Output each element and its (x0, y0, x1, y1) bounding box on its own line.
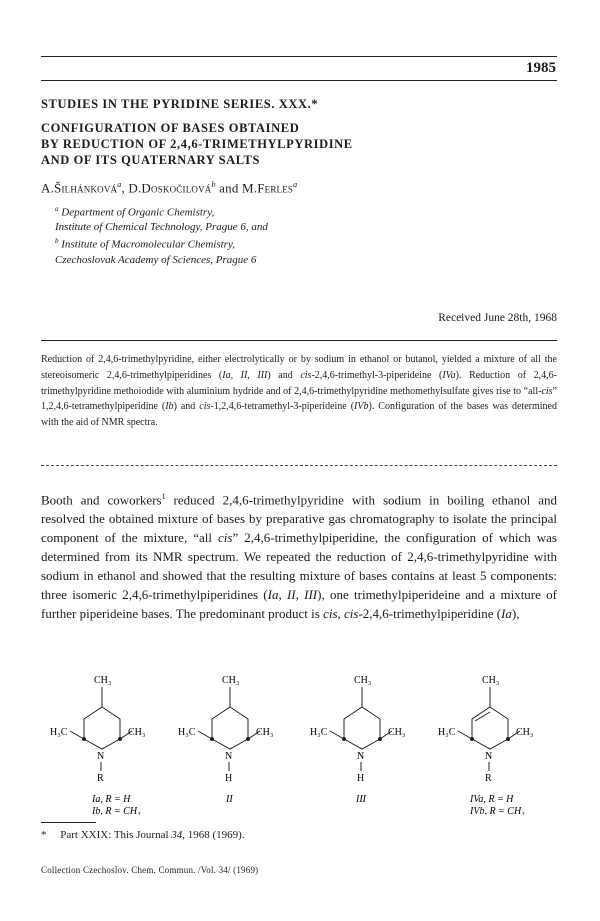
structure-IV-left-methyl: H₃C (438, 727, 456, 738)
structure-II (178, 675, 273, 805)
body-paragraph: Booth and coworkers$^1$ reduced 2,4,6-trimethylpyridine with sodium in boiling ethanol and resolved the obtained mixture of bases by preparative gas chromatography to isolate the principal component of the mixture, “all cis” 2,4,6-trimethylpiperidine, the configuration of which was determined from its NMR spectrum. We repeated the reduction of 2,4,6-trimethylpyridine with sodium in ethanol and showed that the resulting mixture of bases contains at least 5 components: three isomeric 2,4,6-trimethylpiperidines (Ia, II, III), one trimethylpiperideine and a mixture of further piperideine bases. The predominant product is cis, cis-2,4,6-trimethylpiperidine (Ia), (41, 492, 558, 621)
structure-I-nitrogen: N (97, 751, 105, 762)
structure-I (50, 675, 145, 815)
structure-II-top-methyl: CH₃ (222, 675, 240, 686)
authors (41, 180, 297, 196)
structure-III-label: III (356, 794, 366, 805)
structure-I-label-b: Ib, R = CH₃ (92, 806, 141, 815)
structure-I-left-methyl: H₃C (50, 727, 68, 738)
author-3-affil: a (293, 180, 298, 189)
structure-II-left-methyl: H₃C (178, 727, 196, 738)
author-1-affil: a (117, 180, 122, 189)
header-rule (41, 56, 557, 57)
author-separator: , (121, 180, 129, 196)
journal-footer: Collection Czechoslov. Chem. Commun. /Vol. 34/ (1969) (41, 865, 259, 875)
affiliation-line-4: Czechoslovak Academy of Sciences, Prague 6 (55, 254, 257, 266)
author-2-affil: b (211, 180, 216, 189)
affiliation-line-2: Institute of Chemical Technology, Prague 6, and (55, 221, 268, 233)
structure-IV (438, 675, 533, 815)
author-separator-and: and (215, 180, 242, 196)
structure-IV-label-b: IVb, R = CH₃ (470, 806, 525, 815)
structure-III-nitrogen: N (357, 751, 365, 762)
abstract: Reduction of 2,4,6-trimethylpyridine, either electrolytically or by sodium in ethanol or butanol, yielded a mixture of all the stereoisomeric 2,4,6-trimethylpiperidines (Ia, II, III) and cis-2,4,6-trimethyl-3-piperideine (IVa). Reduction of 2,4,6-trimethylpyridine methoiodide with aluminium hydride and of 2,4,6-trimethylpyridine methomethylsulfate gives rise to “all-cis” 1,2,4,6-tetramethylpiperidine (Ib) and cis-1,2,4,6-tetramethyl-3-piperideine (IVb). Configuration of the bases was determined with the aid of NMR spectra. (41, 354, 557, 429)
structure-IV-nitrogen: N (485, 751, 493, 762)
footnote-rule (41, 822, 96, 823)
structure-IV-label-a: IVa, R = H (470, 794, 514, 805)
title-line-2: CONFIGURATION OF BASES OBTAINED (41, 121, 300, 135)
structure-I-substituent: R (97, 773, 104, 784)
structure-III (310, 675, 405, 805)
author-1: A.Šilhánková (41, 180, 118, 196)
affiliation-line-1: $^a$ Department of Organic Chemistry, (55, 205, 215, 219)
structure-III-left-methyl: H₃C (310, 727, 328, 738)
structures-figure (0, 665, 600, 815)
structure-I-right-methyl: CH₃ (128, 727, 146, 738)
structure-IV-substituent: R (485, 773, 492, 784)
received-date: Received June 28th, 1968 (438, 312, 557, 324)
structure-I-top-methyl: CH₃ (94, 675, 112, 686)
page-number: 1985 (526, 60, 556, 76)
structure-II-label: II (226, 794, 233, 805)
structure-IV-top-methyl: CH₃ (482, 675, 500, 686)
author-2: D.Doskočilová (128, 180, 212, 196)
abstract-bottom-rule (41, 465, 557, 466)
structure-II-nitrogen: N (225, 751, 233, 762)
structure-II-substituent: H (225, 773, 233, 784)
abstract-top-rule (41, 340, 557, 341)
structure-II-right-methyl: CH₃ (256, 727, 274, 738)
footnote: * Part XXIX: This Journal 34, 1968 (1969). (41, 829, 245, 841)
structure-III-right-methyl: CH₃ (388, 727, 406, 738)
title-line-4: AND OF ITS QUATERNARY SALTS (41, 153, 261, 167)
affiliation-line-3: $^b$ Institute of Macromolecular Chemistry, (55, 237, 235, 251)
structure-III-top-methyl: CH₃ (354, 675, 372, 686)
structure-I-label-a: Ia, R = H (92, 794, 131, 805)
structure-IV-right-methyl: CH₃ (516, 727, 534, 738)
title-line-3: BY REDUCTION OF 2,4,6-TRIMETHYLPYRIDINE (41, 137, 353, 151)
header-rule-lower (41, 80, 557, 81)
title-line-1: STUDIES IN THE PYRIDINE SERIES. XXX.* (41, 97, 319, 111)
structure-III-substituent: H (357, 773, 365, 784)
author-3: M.Ferles (242, 180, 294, 196)
